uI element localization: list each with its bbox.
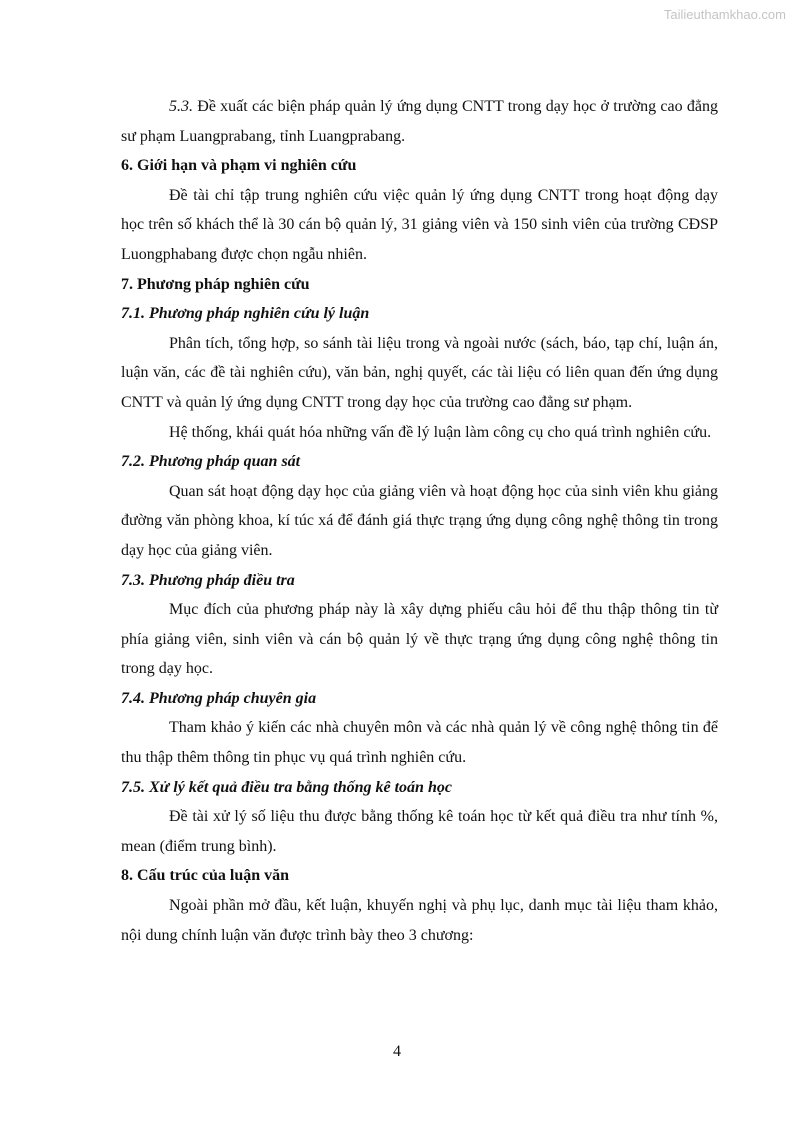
section-8-heading: 8. Cấu trúc của luận văn (121, 867, 290, 885)
section-7-1-paragraph-1: Phân tích, tổng hợp, so sánh tài liệu trong và ngoài nước (sách, báo, tạp chí, luận án, luận văn, các đề tài nghiên cứu), văn bản, nghị quyết, các tài liệu có liên quan đến ứng dụng CNTT và quản lý ứng dụng CNTT trong dạy học của trường cao đẳng sư phạm. (121, 334, 718, 411)
section-7-1-paragraph-2: Hệ thống, khái quát hóa những vấn đề lý luận làm công cụ cho quá trình nghiên cứu. (169, 423, 712, 441)
section-7-2-heading: 7.2. Phương pháp quan sát (121, 453, 301, 471)
section-7-5-heading: 7.5. Xử lý kết quả điều tra bằng thống kê toán học (121, 778, 452, 796)
page-number: 4 (393, 1043, 401, 1060)
watermark: Tailieuthamkhao.com (663, 7, 786, 22)
section-5-3-text: Đề xuất các biện pháp quản lý ứng dụng CNTT trong dạy học ở trường cao đẳng sư phạm Luangprabang, tỉnh Luangprabang. (121, 98, 718, 145)
section-8-paragraph: Ngoài phần mở đầu, kết luận, khuyến nghị và phụ lục, danh mục tài liệu tham khảo, nội dung chính luận văn được trình bày theo 3 chương: (121, 897, 718, 944)
section-7-3-paragraph: Mục đích của phương pháp này là xây dựng phiếu câu hỏi để thu thập thông tin từ phía giảng viên, sinh viên và cán bộ quản lý về thực trạng ứng dụng công nghệ thông tin trong dạy học. (121, 601, 718, 678)
section-6-heading: 6. Giới hạn và phạm vi nghiên cứu (121, 157, 357, 175)
document-body (121, 92, 718, 950)
section-7-4-heading: 7.4. Phương pháp chuyên gia (121, 689, 317, 707)
section-5-3 (121, 92, 718, 151)
section-7-4-paragraph: Tham khảo ý kiến các nhà chuyên môn và các nhà quản lý về công nghệ thông tin để thu thập thêm thông tin phục vụ quá trình nghiên cứu. (121, 719, 718, 767)
section-7-5-paragraph: Đề tài xử lý số liệu thu được bằng thống kê toán học từ kết quả điều tra như tính %, mean (điểm trung bình). (121, 808, 718, 855)
section-7-heading: 7. Phương pháp nghiên cứu (121, 275, 310, 293)
section-7-3-heading: 7.3. Phương pháp điều tra (121, 571, 295, 589)
section-6-paragraph: Đề tài chỉ tập trung nghiên cứu việc quản lý ứng dụng CNTT trong hoạt động dạy học trên số khách thể là 30 cán bộ quản lý, 31 giảng viên và 150 sinh viên của trường CĐSP Luongphabang được chọn ngẫu nhiên. (121, 186, 718, 263)
section-5-3-number: 5.3. (169, 98, 193, 115)
section-7-2-paragraph: Quan sát hoạt động dạy học của giảng viên và hoạt động học của sinh viên khu giảng đường văn phòng khoa, kí túc xá để đánh giá thực trạng ứng dụng công nghệ thông tin trong dạy học của giảng viên. (121, 482, 718, 559)
section-7-1-heading: 7.1. Phương pháp nghiên cứu lý luận (121, 305, 370, 323)
